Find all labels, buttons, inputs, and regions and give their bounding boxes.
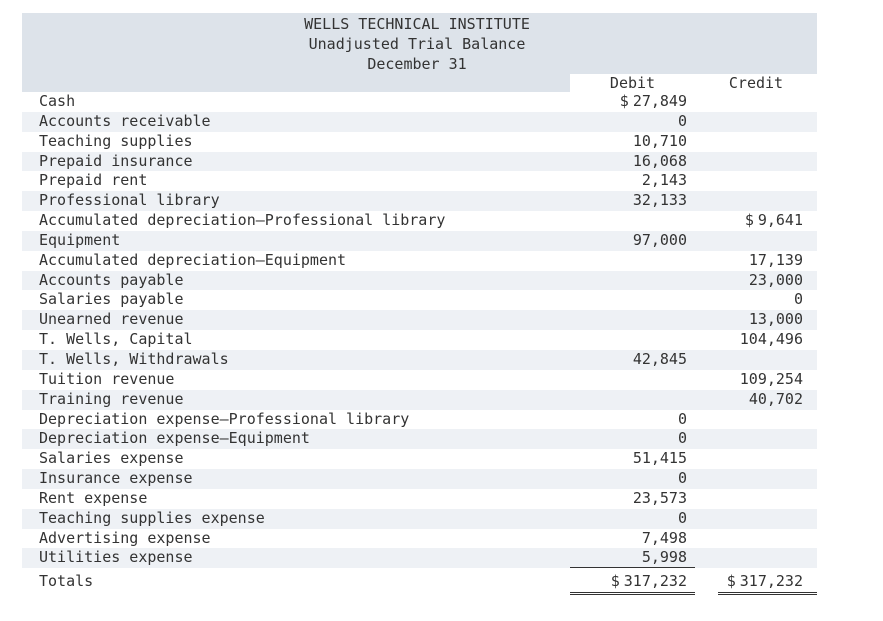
debit-value: 5,998 bbox=[641, 548, 687, 567]
credit-value: 104,496 bbox=[739, 330, 803, 349]
credit-amount bbox=[695, 330, 803, 350]
debit-value: 0 bbox=[677, 111, 687, 130]
account-name: Equipment bbox=[39, 230, 121, 249]
table-row bbox=[22, 410, 817, 430]
account-name: Teaching supplies expense bbox=[39, 508, 265, 527]
credit-amount bbox=[695, 390, 803, 410]
account-name: Tuition revenue bbox=[39, 369, 175, 388]
credit-value: 23,000 bbox=[748, 270, 803, 289]
currency-symbol: $ bbox=[744, 211, 754, 230]
debit-amount bbox=[570, 112, 687, 132]
credit-value: 13,000 bbox=[748, 310, 803, 329]
debit-value: 51,415 bbox=[632, 449, 687, 468]
account-name: Teaching supplies bbox=[39, 131, 193, 150]
table-row bbox=[22, 231, 817, 251]
table-row bbox=[22, 548, 817, 568]
account-name: Utilities expense bbox=[39, 548, 193, 567]
account-name: T. Wells, Withdrawals bbox=[39, 349, 229, 368]
debit-value: 42,845 bbox=[632, 349, 687, 368]
report-title: Unadjusted Trial Balance bbox=[308, 35, 526, 53]
table-row bbox=[22, 390, 817, 410]
debit-amount bbox=[570, 548, 687, 568]
account-name: Cash bbox=[39, 92, 76, 110]
debit-total bbox=[570, 568, 687, 594]
totals-label: Totals bbox=[39, 572, 94, 591]
account-name: Professional library bbox=[39, 191, 220, 210]
debit-amount bbox=[570, 489, 687, 509]
table-row bbox=[22, 92, 817, 112]
credit-value: 109,254 bbox=[739, 369, 803, 388]
credit-amount bbox=[695, 271, 803, 291]
debit-amount bbox=[570, 191, 687, 211]
report-date: December 31 bbox=[367, 55, 467, 73]
credit-value: 9,641 bbox=[757, 211, 803, 230]
table-row bbox=[22, 310, 817, 330]
credit-value: 40,702 bbox=[748, 389, 803, 408]
trial-balance-sheet bbox=[22, 13, 817, 594]
account-name: Prepaid insurance bbox=[39, 151, 193, 170]
table-row bbox=[22, 271, 817, 291]
account-name: Unearned revenue bbox=[39, 310, 184, 329]
debit-double-underline bbox=[570, 592, 695, 595]
debit-value: 0 bbox=[677, 429, 687, 448]
currency-symbol: $ bbox=[619, 92, 629, 110]
credit-column-header: Credit bbox=[695, 74, 817, 92]
credit-amount bbox=[695, 370, 803, 390]
table-row bbox=[22, 112, 817, 132]
debit-value: 16,068 bbox=[632, 151, 687, 170]
account-name: T. Wells, Capital bbox=[39, 330, 193, 349]
account-name: Depreciation expense—Equipment bbox=[39, 429, 310, 448]
table-row bbox=[22, 211, 817, 231]
debit-amount bbox=[570, 509, 687, 529]
debit-amount bbox=[570, 469, 687, 489]
credit-total-value: 317,232 bbox=[739, 572, 803, 591]
credit-value: 17,139 bbox=[748, 250, 803, 269]
credit-amount bbox=[695, 251, 803, 271]
account-name: Salaries expense bbox=[39, 449, 184, 468]
table-row bbox=[22, 469, 817, 489]
table-row bbox=[22, 251, 817, 271]
debit-amount bbox=[570, 92, 687, 112]
account-name: Advertising expense bbox=[39, 528, 211, 547]
currency-symbol: $ bbox=[610, 572, 620, 591]
account-name: Salaries payable bbox=[39, 290, 184, 309]
table-row bbox=[22, 489, 817, 509]
currency-symbol: $ bbox=[726, 572, 736, 591]
debit-amount bbox=[570, 132, 687, 152]
account-rows bbox=[22, 92, 817, 568]
table-row bbox=[22, 529, 817, 549]
debit-amount bbox=[570, 171, 687, 191]
account-name: Prepaid rent bbox=[39, 171, 148, 190]
account-name: Accounts receivable bbox=[39, 111, 211, 130]
table-row bbox=[22, 370, 817, 390]
account-name: Training revenue bbox=[39, 389, 184, 408]
table-row bbox=[22, 152, 817, 172]
debit-amount bbox=[570, 350, 687, 370]
debit-value: 27,849 bbox=[632, 92, 687, 110]
account-name: Rent expense bbox=[39, 488, 148, 507]
table-row bbox=[22, 132, 817, 152]
account-name: Insurance expense bbox=[39, 469, 193, 488]
debit-value: 10,710 bbox=[632, 131, 687, 150]
debit-value: 2,143 bbox=[641, 171, 687, 190]
debit-value: 7,498 bbox=[641, 528, 687, 547]
credit-value: 0 bbox=[793, 290, 803, 309]
credit-amount bbox=[695, 310, 803, 330]
table-row bbox=[22, 429, 817, 449]
table-row bbox=[22, 350, 817, 370]
table-row bbox=[22, 509, 817, 529]
table-row bbox=[22, 449, 817, 469]
totals-row bbox=[22, 568, 817, 594]
table-row bbox=[22, 330, 817, 350]
account-name: Accounts payable bbox=[39, 270, 184, 289]
debit-amount bbox=[570, 152, 687, 172]
debit-column-header: Debit bbox=[570, 74, 695, 92]
account-name: Accumulated depreciation—Equipment bbox=[39, 250, 347, 269]
credit-amount bbox=[695, 290, 803, 310]
account-name: Depreciation expense—Professional library bbox=[39, 409, 410, 428]
debit-amount bbox=[570, 410, 687, 430]
debit-value: 0 bbox=[677, 508, 687, 527]
credit-total bbox=[695, 568, 803, 594]
debit-value: 97,000 bbox=[632, 230, 687, 249]
credit-double-underline bbox=[718, 592, 817, 595]
debit-total-value: 317,232 bbox=[623, 572, 687, 591]
company-name: WELLS TECHNICAL INSTITUTE bbox=[304, 15, 530, 33]
credit-amount bbox=[695, 211, 803, 231]
debit-value: 0 bbox=[677, 469, 687, 488]
debit-amount bbox=[570, 529, 687, 549]
account-name: Accumulated depreciation—Professional library bbox=[39, 211, 446, 230]
debit-amount bbox=[570, 231, 687, 251]
table-row bbox=[22, 290, 817, 310]
table-row bbox=[22, 191, 817, 211]
debit-amount bbox=[570, 449, 687, 469]
debit-value: 23,573 bbox=[632, 488, 687, 507]
table-row bbox=[22, 171, 817, 191]
report-header bbox=[22, 13, 817, 92]
debit-amount bbox=[570, 429, 687, 449]
debit-value: 32,133 bbox=[632, 191, 687, 210]
debit-value: 0 bbox=[677, 409, 687, 428]
